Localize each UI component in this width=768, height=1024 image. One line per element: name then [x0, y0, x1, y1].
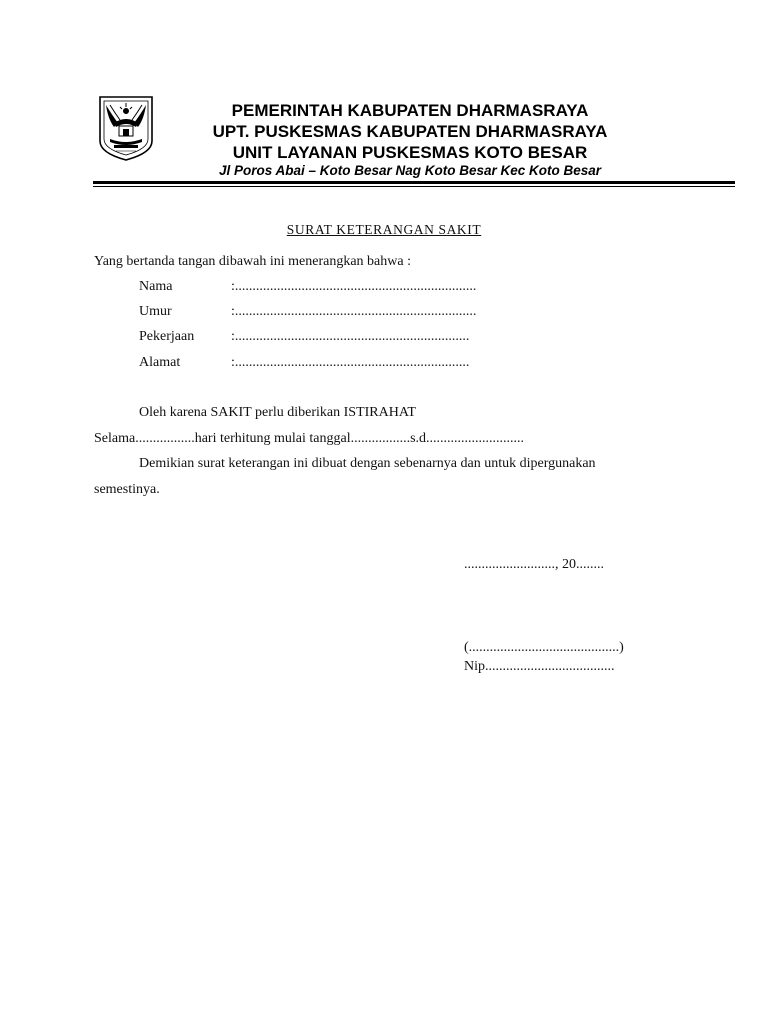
letterhead-upt: UPT. PUSKESMAS KABUPATEN DHARMASRAYA: [212, 122, 608, 141]
field-label-pekerjaan: Pekerjaan: [139, 329, 195, 344]
field-label-alamat: Alamat: [139, 355, 181, 370]
field-label-nama: Nama: [139, 279, 173, 294]
regency-emblem-logo: [96, 93, 156, 163]
signature-date-line: .........................., 20........: [464, 557, 604, 572]
field-value-umur: :.....................................................................: [231, 304, 477, 319]
letterhead-divider-thin: [93, 186, 735, 187]
letterhead-divider-thick: [93, 181, 735, 184]
letterhead-unit: UNIT LAYANAN PUSKESMAS KOTO BESAR: [232, 143, 588, 162]
letterhead: [160, 100, 660, 179]
signature-nip-line: Nip.....................................: [464, 659, 615, 674]
closing-paragraph-end: semestinya.: [94, 482, 160, 497]
signature-name-line: (...........................................): [464, 640, 624, 655]
field-value-pekerjaan: :...................................................................: [231, 329, 470, 344]
field-label-umur: Umur: [139, 304, 172, 319]
rest-paragraph: Oleh karena SAKIT perlu diberikan ISTIRAHAT: [139, 405, 416, 420]
field-value-nama: :.....................................................................: [231, 279, 477, 294]
closing-paragraph: Demikian surat keterangan ini dibuat dengan sebenarnya dan untuk dipergunakan: [139, 456, 596, 471]
intro-text: Yang bertanda tangan dibawah ini menerangkan bahwa :: [94, 254, 411, 269]
letterhead-address: Jl Poros Abai – Koto Besar Nag Koto Besar Kec Koto Besar: [218, 163, 602, 178]
letterhead-government: PEMERINTAH KABUPATEN DHARMASRAYA: [231, 101, 589, 120]
document-title: SURAT KETERANGAN SAKIT: [286, 222, 482, 237]
rest-duration-line: Selama.................hari terhitung mulai tanggal.................s.d............................: [94, 431, 525, 446]
field-value-alamat: :...................................................................: [231, 355, 470, 370]
